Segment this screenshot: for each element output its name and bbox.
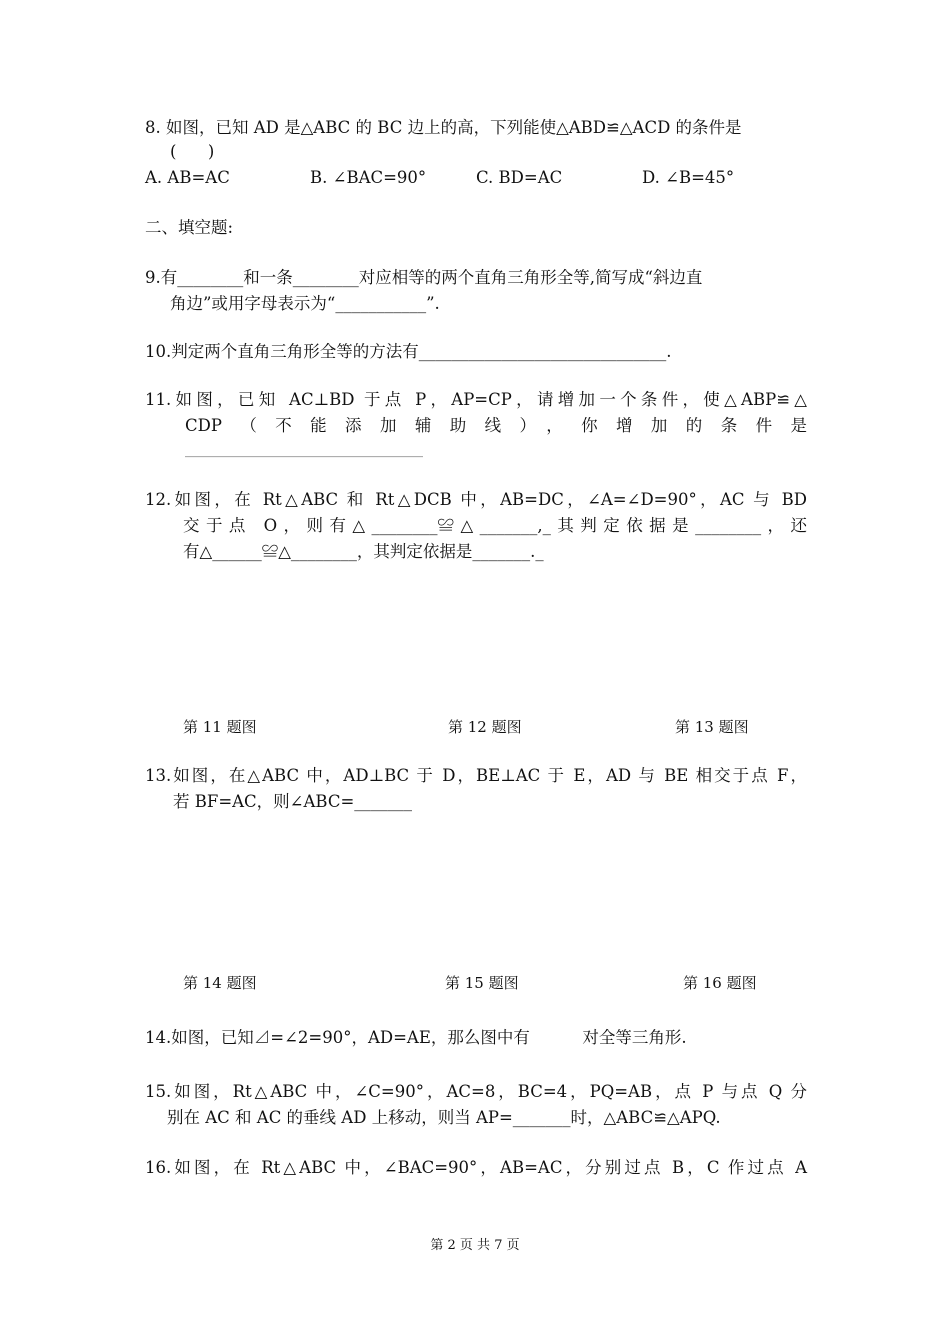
caption-fig-11: 第 11 题图 [183,718,257,736]
q8-option-c: C. BD=AC [476,168,563,187]
q11-answer-blank: __________________________________ [185,442,423,458]
q16-line1: 16.如图，在 Rt△ABC 中，∠BAC=90°，AB=AC，分别过点 B，C 作过点 A [145,1158,807,1177]
q9-line1: 9.有________和一条________对应相等的两个直角三角形全等,简写成“斜边直 [145,268,703,287]
q8-option-a: A. AB=AC [145,168,230,187]
q13-line1: 13.如图，在△ABC 中，AD⊥BC 于 D，BE⊥AC 于 E，AD 与 BE 相交于点 F， [145,766,807,785]
q9-line2: 角边”或用字母表示为“___________”. [170,294,440,313]
q12-line3: 有△______≌△________，其判定依据是_______._ [183,542,544,561]
q14-text: 14.如图，已知⊿=∠2=90°，AD=AE，那么图中有 对全等三角形. [145,1028,687,1047]
q8-option-d: D. ∠B=45° [642,168,735,187]
caption-fig-14: 第 14 题图 [183,974,257,992]
caption-fig-13: 第 13 题图 [675,718,749,736]
q11-line2: CDP（不能添加辅助线），你增加的条件是 [185,416,807,435]
q15-line2: 别在 AC 和 AC 的垂线 AD 上移动，则当 AP=_______时，△ABC≌△APQ. [167,1108,721,1127]
q12-line2: 交于点 O，则有△________≌△_______,_其判定依据是________，还 [183,516,807,535]
caption-fig-12: 第 12 题图 [448,718,522,736]
q8-answer-paren: ( ) [170,142,215,161]
caption-fig-16: 第 16 题图 [683,974,757,992]
page-footer: 第 2 页 共 7 页 [430,1238,520,1253]
q11-line1: 11.如图，已知 AC⊥BD 于点 P，AP=CP，请增加一个条件，使△ABP≌△ [145,390,807,409]
q8-option-b: B. ∠BAC=90° [310,168,427,187]
section-heading-fill-in: 二、填空题: [145,218,234,237]
q12-line1: 12.如图，在 Rt△ABC 和 Rt△DCB 中，AB=DC，∠A=∠D=90°，AC 与 BD [145,490,807,509]
q13-line2: 若 BF=AC，则∠ABC=_______ [173,792,413,811]
q10-text: 10.判定两个直角三角形全等的方法有______________________________. [145,342,672,361]
caption-fig-15: 第 15 题图 [445,974,519,992]
q15-line1: 15.如图，Rt△ABC 中，∠C=90°，AC=8，BC=4，PQ=AB，点 P 与点 Q 分 [145,1082,807,1101]
q8-stem: 8. 如图，已知 AD 是△ABC 的 BC 边上的高，下列能使△ABD≌△ACD 的条件是 [145,118,742,137]
